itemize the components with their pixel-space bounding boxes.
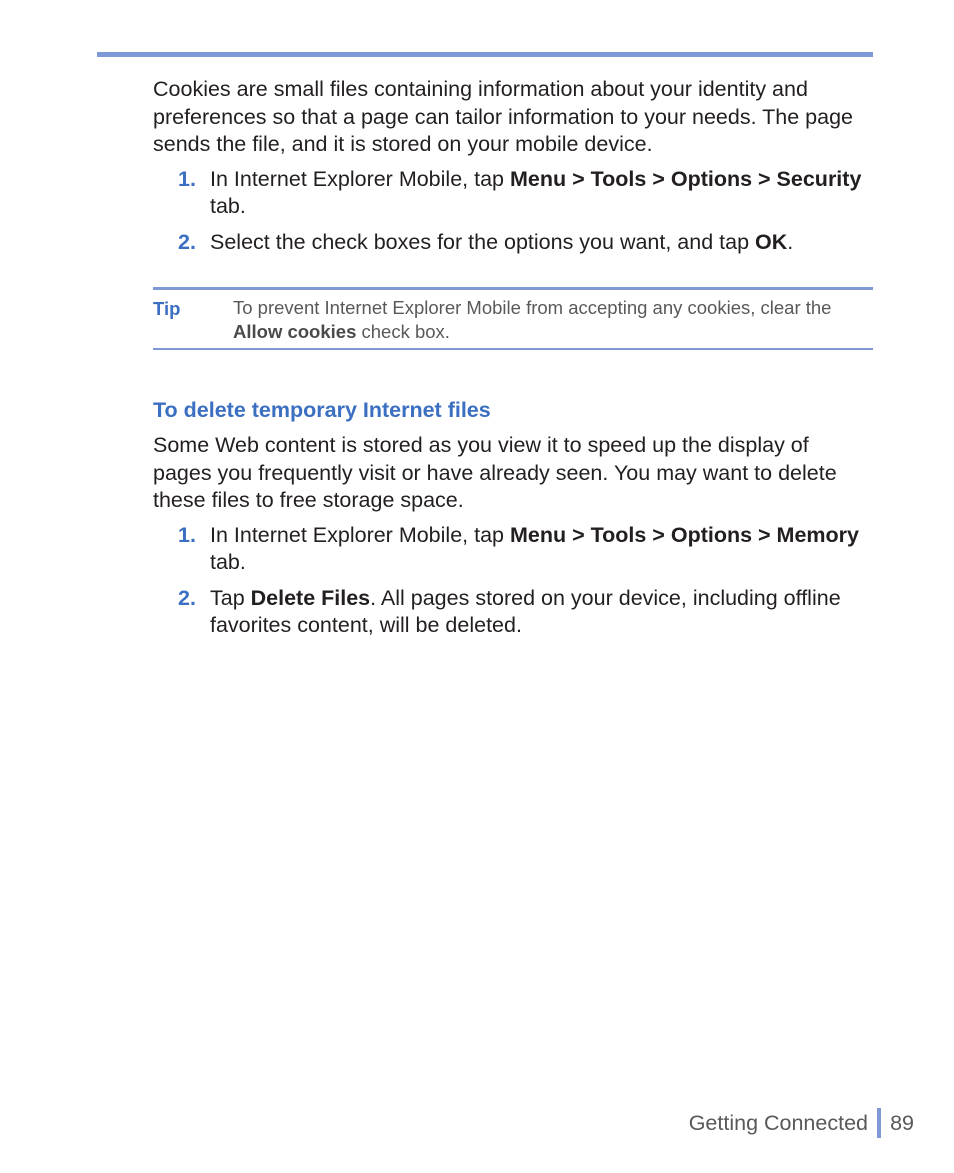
step-text: . All pages stored on your device, including offline favorites content, will be deleted. [210, 585, 841, 637]
step-menu-path: Menu > Tools > Options > Security [509, 166, 862, 191]
list-item [153, 522, 873, 577]
step-text: In Internet Explorer Mobile, tap [210, 522, 510, 547]
list-item [153, 166, 873, 221]
step-number: 1. [178, 166, 196, 191]
footer-section-name: Getting Connected [688, 1111, 868, 1135]
intro-paragraph: Cookies are small files containing information about your identity and preferences so that a page can tailor information to your needs. The page sends the file, and it is stored on your mobile device. [153, 77, 853, 156]
step-text: In Internet Explorer Mobile, tap [210, 166, 510, 191]
step-number: 2. [178, 585, 196, 610]
footer-divider [877, 1108, 881, 1138]
step-button-name: Delete Files [250, 585, 371, 610]
tip-text-pre: To prevent Internet Explorer Mobile from accepting any cookies, clear the [233, 297, 832, 318]
page-footer [630, 1108, 914, 1140]
step-text: Tap [210, 585, 251, 610]
step-text: Select the check boxes for the options you want, and tap [210, 229, 756, 254]
list-item [153, 585, 873, 640]
list-item [153, 229, 873, 257]
step-button-name: OK [755, 229, 788, 254]
step-number: 1. [178, 522, 196, 547]
delete-files-steps-list [153, 522, 873, 640]
step-menu-path: Menu > Tools > Options > Memory [509, 522, 859, 547]
page-number: 89 [890, 1111, 914, 1135]
step-text: tab. [210, 550, 246, 574]
step-text: . [787, 229, 794, 254]
tip-setting-name: Allow cookies [233, 321, 357, 342]
section-heading: To delete temporary Internet files [153, 398, 491, 422]
step-number: 2. [178, 229, 196, 254]
header-rule [97, 52, 873, 57]
page-content [153, 76, 873, 648]
section-paragraph: Some Web content is stored as you view it to speed up the display of pages you frequently visit or have already seen. You may want to delete these files to free storage space. [153, 433, 837, 512]
tip-label: Tip [153, 298, 181, 319]
cookie-steps-list [153, 166, 873, 257]
tip-text-post: check box. [356, 321, 450, 342]
tip-box [153, 287, 873, 350]
tip-text [233, 296, 873, 344]
step-text: tab. [210, 194, 246, 218]
